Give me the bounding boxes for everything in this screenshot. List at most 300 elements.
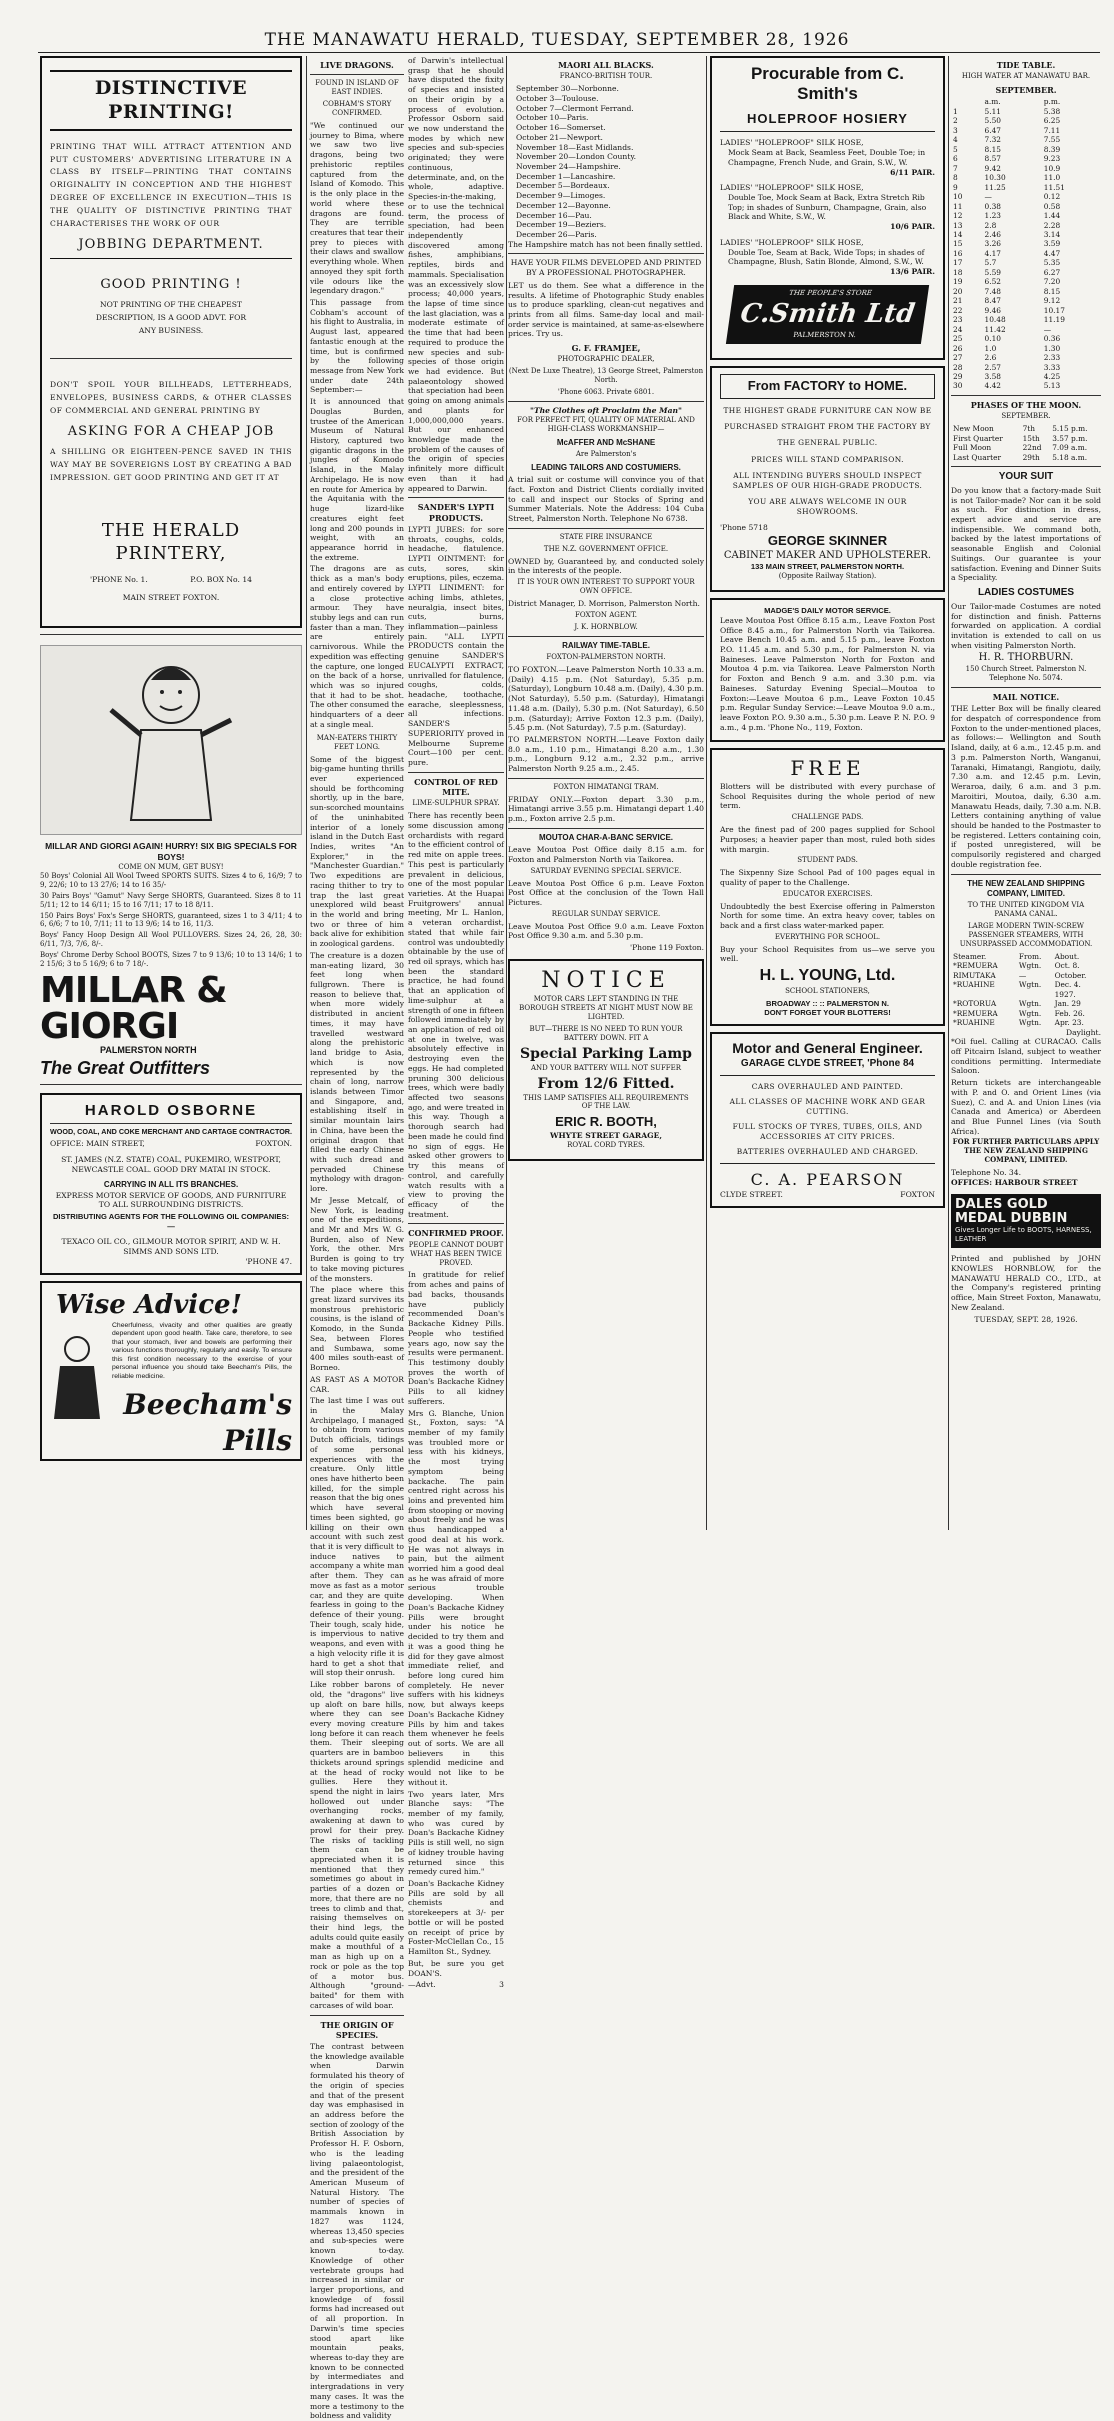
ship-row (951, 961, 1101, 970)
motor-line: BATTERIES OVERHAULED AND CHARGED. (736, 1147, 919, 1157)
osborne-office: OFFICE: MAIN STREET, (50, 1139, 145, 1149)
tide-cell: 25 (953, 334, 963, 344)
tide-cell: 18 (953, 267, 963, 277)
madge-ad (710, 598, 945, 742)
printing-asking: ASKING FOR A CHEAP JOB (67, 423, 275, 439)
tide-cell: 26 (953, 343, 963, 353)
tide-cell: 8.15 (1043, 286, 1061, 296)
tide-cell: 24 (953, 324, 963, 334)
herald-printery: THE HERALD PRINTERY, (101, 520, 241, 565)
sat-title: SATURDAY EVENING SPECIAL SERVICE. (530, 866, 682, 875)
tide-cell: 1.0 (984, 343, 997, 353)
tide-sub: HIGH WATER AT MANAWATU BAR. (961, 72, 1091, 81)
imprint-date: TUESDAY, SEPT. 28, 1926. (974, 1314, 1078, 1324)
tide-title: TIDE TABLE. (996, 60, 1056, 70)
pearson-street: CLYDE STREET. (720, 1190, 783, 1200)
tide-cell: 4.42 (984, 381, 1001, 391)
masthead: THE MANAWATU HERALD, TUESDAY, SEPTEMBER 28, 1926 (264, 30, 850, 50)
skinner-trade: CABINET MAKER AND UPHOLSTERER. (723, 549, 932, 561)
factory-line: YOU ARE ALWAYS WELCOME IN OUR SHOWROOMS. (748, 497, 907, 516)
ship-row (951, 999, 1101, 1008)
sun-phone: 'Phone 119 Foxton. (629, 943, 704, 953)
young-sub: SCHOOL STATIONERS, (785, 986, 870, 995)
fixture-item: October 10—Paris. (516, 113, 589, 123)
ship-header: From. (1018, 951, 1042, 961)
tide-cell: 23 (953, 315, 963, 325)
costumes-body: Our Tailor-made Costumes are noted for distinction and finish. Patterns forwarded on application. A cordial invitation is extended to call on us when visiting Palmerston North. (951, 601, 1101, 650)
tide-cell: 0.58 (1043, 201, 1061, 211)
tide-row (951, 183, 1101, 192)
tide-cell: 7.32 (984, 135, 1001, 145)
printery-street: MAIN STREET FOXTON. (122, 592, 220, 602)
tide-row (951, 334, 1101, 343)
fixture-item: December 12—Bayonne. (516, 200, 611, 210)
ship-note: *Oil fuel. Calling at CURACAO. Calls off Pitcairn Island, subject to weather conditions permitting. Intermediate Saloon. (951, 1037, 1101, 1076)
insurance-title: STATE FIRE INSURANCE (559, 532, 653, 541)
tide-row (951, 145, 1101, 154)
tide-row (951, 116, 1101, 125)
rail-title: RAILWAY TIME-TABLE. (562, 640, 650, 650)
masthead-rule (38, 52, 1100, 53)
ship-sub: TO THE UNITED KINGDOM VIA PANAMA CANAL. (967, 901, 1085, 918)
tide-cell: 27 (953, 353, 963, 363)
moon-cell: First Quarter (953, 433, 1003, 443)
tide-cell: 6.27 (1043, 267, 1061, 277)
ship-cell: *ROTORUA (953, 999, 997, 1009)
rail-timetable (508, 665, 704, 774)
ship-table (951, 952, 1101, 1028)
ship-cell: RIMUTAKA (953, 970, 996, 980)
ship-row (951, 990, 1101, 999)
ship-cell: Jan. 29 (1054, 999, 1081, 1009)
smith-title: Procurable from C. Smith's (750, 64, 905, 104)
printing-shilling: A SHILLING OR EIGHTEEN-PENCE SAVED IN THIS WAY MAY BE SOVEREIGNS LOST BY CREATING A BAD IMPRESSION. GET GOOD PRINTING AND GET IT AT (50, 447, 292, 483)
free-title: FREE (790, 756, 865, 781)
tide-row (951, 202, 1101, 211)
printing-title: DISTINCTIVE PRINTING! (50, 70, 292, 131)
tide-table (951, 97, 1101, 391)
maneaters-paragraph: Mr Jesse Metcalf, of New York, is leading one of the expeditions, and Mr and Mrs W. G. Burden, also of New York, the other. Mrs Burden is going to try to take moving pictures of the monsters. (310, 1195, 404, 1283)
factory-line: PRICES WILL STAND COMPARISON. (751, 454, 904, 464)
tide-cell: 28 (953, 362, 963, 372)
fixture-item: December 19—Beziers. (516, 220, 607, 230)
millar-logo-sub: PALMERSTON NORTH (100, 1045, 197, 1056)
tide-cell: 9.23 (1043, 154, 1061, 164)
tide-cell: 4.17 (984, 248, 1001, 258)
mcaffer-body: A trial suit or costume will convince you of that fact. Foxton and District Clients cordially invited to call and inspect our Stocks of Spring and Summer Materials. Note the Address: 104 Cuba Street, Palmerston North. Telephone No 6738. (508, 475, 704, 524)
motor-line: CARS OVERHAULED AND PAINTED. (751, 1081, 904, 1091)
dragons-article (310, 121, 404, 730)
printing-spoil: DON'T SPOIL YOUR BILLHEADS, LETTERHEADS, ENVELOPES, BUSINESS CARDS, & OTHER CLASSES OF COMMERCIAL AND GENERAL PRINTING BY (50, 379, 292, 415)
factory-line: PURCHASED STRAIGHT FROM THE FACTORY BY (724, 422, 931, 432)
millar-come: COME ON MUM, GET BUSY! (118, 862, 224, 871)
hose-price: 6/11 PAIR. (890, 167, 935, 177)
maneaters-article (310, 755, 404, 2011)
osborne-oil: TEXACO OIL CO., GILMOUR MOTOR SPIRIT, AND W. H. SIMMS AND SONS LTD. (61, 1237, 281, 1257)
motor-garage: GARAGE CLYDE STREET, 'Phone 84 (720, 1058, 935, 1076)
origin-article (310, 2042, 404, 2421)
tide-cell: 5.7 (984, 258, 997, 268)
ship-cell: *REMUERA (953, 1008, 998, 1018)
moon-row (951, 453, 1101, 462)
tide-cell: 3 (953, 125, 958, 135)
free-pads-body: Are the finest pad of 200 pages supplied for School Purposes; a heavier paper than most, ruled both sides with margin. (720, 825, 935, 854)
moon-cell: 3.57 p.m. (1052, 433, 1088, 443)
tide-cell: 9.46 (984, 305, 1001, 315)
ship-header: Steamer. (953, 951, 987, 961)
tide-cell: 5 (953, 144, 958, 154)
tide-row (951, 135, 1101, 144)
printing-body: PRINTING THAT WILL ATTRACT ATTENTION AND PUT CUSTOMERS' ADVERTISING LITERATURE IN A CLASS BY ITSELF—PRINTING THAT CONTAINS ORIGINALITY IN CONCEPTION AND THE HIGHEST DEGREE OF EXCELLENCE IN EXECUTION—THIS IS THE QUALITY OF DISTINCTIVE PRINTING THAT CHARACTERISES THE WORK OF OUR (50, 141, 292, 229)
fixture-item: September 30—Norbonne. (516, 84, 619, 94)
tide-cell: 10.9 (1043, 163, 1061, 173)
ship-header: About. (1054, 951, 1080, 961)
hose-label: LADIES' "HOLEPROOF" SILK HOSE, (720, 237, 864, 247)
millar-caption: MILLAR AND GIORGI AGAIN! HURRY! SIX BIG SPECIALS FOR BOYS! (45, 841, 297, 862)
ship-return: Return tickets are interchangeable with P. and O. and Orient Lines (via Suez), C. and A. and Union Lines (via Canada and America) or Aberdeen and Blue Funnel Lines (via South Africa). (951, 1078, 1101, 1136)
free-pads: CHALLENGE PADS. (791, 813, 864, 822)
tide-cell: 6.25 (1043, 116, 1061, 126)
hose-label: LADIES' "HOLEPROOF" SILK HOSE, (720, 183, 864, 193)
notice-keep: AND YOUR BATTERY WILL NOT SUFFER (530, 1063, 682, 1072)
column-rule (706, 56, 707, 1530)
framjee-sub: PHOTOGRAPHIC DEALER, (557, 355, 655, 364)
tide-cell: 22 (953, 305, 963, 315)
suit-title: YOUR SUIT (998, 471, 1054, 483)
tide-cell: 19 (953, 277, 963, 287)
skinner-addr: 133 MAIN STREET, PALMERSTON NORTH. (750, 562, 905, 572)
smith-store-logo (726, 285, 929, 344)
tide-row (951, 154, 1101, 163)
millar-items (40, 872, 302, 970)
tide-cell: 3.33 (1043, 362, 1061, 372)
young-cta: DON'T FORGET YOUR BLOTTERS! (764, 1008, 891, 1018)
tide-cell: 8.39 (1043, 144, 1061, 154)
notice-price: From 12/6 Fitted. (537, 1075, 675, 1092)
ship-office: OFFICES: HARBOUR STREET (951, 1178, 1078, 1188)
tide-cell: 0.38 (984, 201, 1001, 211)
hose-desc: Mock Seam at Back, Seamless Feet, Double Toe; in Champagne, French Nude, and Grain, S.W., W. (728, 148, 926, 167)
moon-cell: 22nd (1022, 443, 1042, 453)
fixture-item: November 24—Hampshire. (516, 161, 621, 171)
fixtures-list (508, 84, 704, 240)
ship-row (951, 1018, 1101, 1027)
madge-title: MADGE'S DAILY MOTOR SERVICE. (764, 606, 891, 616)
tide-row (951, 315, 1101, 324)
tide-cell: 11.0 (1043, 173, 1061, 183)
ship-cell (1017, 990, 1053, 999)
moutoa-title: MOUTOA CHAR-A-BANC SERVICE. (538, 832, 674, 842)
sat-body: Leave Moutoa Post Office 6 p.m. Leave Foxton Post Office at the conclusion of the Town Hall Pictures. (508, 878, 704, 907)
dragons-sub2: COBHAM'S STORY CONFIRMED. (322, 100, 392, 118)
moon-cell: 5.18 a.m. (1052, 452, 1088, 462)
tide-row (951, 325, 1101, 334)
tide-cell: 14 (953, 229, 963, 239)
tide-cell: 6 (953, 154, 958, 164)
costumes-title: LADIES COSTUMES (977, 587, 1075, 598)
lypti-body: LYPTI JUBES: for sore throats, coughs, colds, headache, flatulence. LYPTI OINTMENT: for cuts, sores, skin eruptions, piles, eczema. LYPTI LINIMENT: for aching limbs, athletes, neuralgia, insect bites, cuts, burns, inflammation—painless pain. "ALL LYPTI PRODUCTS contain the genuine SANDER'S EUCALYPTI EXTRACT, unrivalled for flatulence, coughs, colds, headache, toothache, earache, sleeplessness, all infections. SANDER'S SUPERIORITY proved in Melbourne Supreme Court—100 per cent. pure. (408, 524, 504, 768)
dragons-paragraph: This passage from Cobham's account of his flight to Australia, in August last, appeared fantastic enough at the time, but is confirmed by the following message from New York under date 24th September:— (310, 297, 404, 395)
hose-price: 10/6 PAIR. (890, 222, 935, 232)
tide-cell: 0.12 (1043, 192, 1061, 202)
fixture-item: December 5—Bordeaux. (516, 181, 610, 191)
printery-phone: 'PHONE No. 1. (90, 575, 148, 585)
tide-cell: 8 (953, 173, 958, 183)
tide-row (951, 306, 1101, 315)
free-edu-body: Undoubtedly the best Exercise offering in Palmerston North for some time. An extra heavy cover, tables on back and a first class water-marked paper. (720, 901, 935, 931)
origin-paragraph: The contrast between the knowledge available when Darwin formulated his theory of the origin of species and that of the present day was emphasised in an address before the section of zoology of the British Association by Professor H. F. Osborn, who is the leading living palaeontologist, and the president of the American Museum of Natural History. The number of species of mammals known in 1827 was 1124, whereas 13,450 species and sub-species were known to-day. Knowledge of other vertebrate groups had increased in similar or larger proportions, and knowledge of fossil forms had increased out of all proportion. In Darwin's time species stood apart like mountain peaks, whereas to-day they are known to be connected by intermediates and intergradations in very many cases. It was the more a testimony to the boldness and validity (310, 2041, 404, 2421)
tide-cell: 21 (953, 296, 963, 306)
column-rule (506, 56, 507, 1530)
tide-row (951, 296, 1101, 305)
ship-cell: Apr. 23. (1054, 1018, 1084, 1028)
store-tag: THE PEOPLE'S STORE (788, 288, 873, 297)
fixture-item: November 20—London County. (516, 152, 637, 162)
pearson-name: C. A. PEARSON (720, 1163, 935, 1190)
gentleman-illustration-icon (50, 1331, 105, 1421)
moon-month: SEPTEMBER. (1001, 412, 1051, 421)
proof-article (408, 1270, 504, 1978)
proof-title: CONFIRMED PROOF. (408, 1228, 504, 1239)
tide-cell: 2.6 (984, 353, 997, 363)
maneaters-paragraph: AS FAST AS A MOTOR CAR. (310, 1374, 404, 1394)
fixture-item: December 9—Limoges. (516, 191, 606, 201)
column-2b (408, 56, 504, 1990)
tide-cell: 5.35 (1043, 258, 1061, 268)
notice-body: MOTOR CARS LEFT STANDING IN THE BOROUGH STREETS AT NIGHT MUST NOW BE LIGHTED. (519, 994, 693, 1021)
insurance-cta: IT IS YOUR OWN INTEREST TO SUPPORT YOUR OWN OFFICE. (517, 578, 695, 596)
boy-drawing-icon (96, 650, 246, 830)
beecham-brand: Beecham's Pills (123, 1388, 292, 1458)
proof-paragraph: Mrs G. Blanche, Union St., Foxton, says: "A member of my family was troubled more or less with his kidneys, the most trying symptom being backache. The pain centred right across his loins and prevented him from stooping or moving about freely and he was thus handicapped a good deal at his work. He was not always in pain, but the ailment worried him a good deal as he was afraid of more serious trouble developing. When Doan's Backache Kidney Pills were brought under his notice he decided to try them and it was a good thing he did for they gave almost immediate relief, and before long cured him completely. He never suffers with his kidneys now, but always keeps Doan's Backache Kidney Pills by him and takes them whenever he feels out of sorts. We are all believers in this splendid medicine and would not like to be without it. (408, 1408, 504, 1787)
fixture-item: October 7—Clermont Ferrand. (516, 103, 634, 113)
sun-title: REGULAR SUNDAY SERVICE. (551, 909, 661, 918)
ship-large: LARGE MODERN TWIN-SCREW PASSENGER STEAMERS, WITH UNSURPASSED ACCOMMODATION. (959, 921, 1093, 948)
tide-cell: — (984, 192, 992, 202)
origin-title: THE ORIGIN OF SPECIES. (320, 2019, 394, 2040)
fixture-item: December 1—Lancashire. (516, 171, 616, 181)
notice-law: THIS LAMP SATISFIES ALL REQUIREMENTS OF THE LAW. (523, 1093, 689, 1111)
tide-cell: 20 (953, 286, 963, 296)
ship-cell: Wgtn. (1018, 1018, 1042, 1028)
osborne-coal: ST. JAMES (N.Z. STATE) COAL, PUKEMIRO, WESTPORT, NEWCASTLE COAL. GOOD DRY MATAI IN STOCK. (61, 1154, 281, 1174)
page-number: 3 (499, 1980, 504, 1990)
fixture-item: November 18—East Midlands. (516, 142, 634, 152)
tide-row (951, 173, 1101, 182)
free-edu: EDUCATOR EXERCISES. (782, 889, 873, 898)
column-1 (40, 56, 302, 1530)
tide-row (951, 353, 1101, 362)
framjee-name: G. F. FRAMJEE, (571, 343, 641, 354)
column-4 (710, 56, 945, 1530)
tide-cell: 7 (953, 163, 958, 173)
column-3 (508, 56, 704, 1530)
tide-cell: 2.57 (984, 362, 1001, 372)
notice-title: NOTICE (541, 967, 671, 993)
tide-cell: 11 (953, 201, 963, 211)
tide-cell: 8.57 (984, 154, 1001, 164)
tide-cell: 29 (953, 372, 963, 382)
ship-cell: *RUAHINE (953, 980, 995, 990)
tide-row (951, 249, 1101, 258)
tide-cell: 9 (953, 182, 958, 192)
tide-cell: 12 (953, 211, 963, 221)
tide-cell: 11.25 (984, 182, 1006, 192)
insurance-agent: FOXTON AGENT. (575, 610, 637, 619)
ship-cell: Oct. 8. (1054, 961, 1080, 971)
beecham-body: Cheerfulness, vivacity and other qualities are greatly dependent upon good health. Take care, therefore, to see that your stomach, liver and bowels are performing their various functions thoroughly, regularly and easily. To ensure this first condition necessary to the exercise of your personal influence you should take Beecham's Pills, the reliable medicine. (112, 1321, 292, 1380)
ship-row (951, 980, 1101, 989)
maneaters-paragraph: The place where this great lizard survives its monstrous prehistoric cousins, is the island of Komodo, in the Sunda Sea, between Flores and Sumbawa, some 400 miles south-east of Borneo. (310, 1285, 404, 1373)
notice-but: BUT—THERE IS NO NEED TO RUN YOUR BATTERY DOWN. FIT A (529, 1024, 683, 1042)
tide-cell: 17 (953, 258, 963, 268)
tide-cell: 6.52 (984, 277, 1001, 287)
ship-cell: — (1018, 970, 1027, 980)
osborne-town: FOXTON. (255, 1139, 292, 1149)
tide-cell: 2.8 (984, 220, 997, 230)
pearson-ad (710, 1032, 945, 1208)
moutoa-body: Leave Moutoa Post Office daily 8.15 a.m. for Foxton and Palmerston North via Taikorea. (508, 845, 704, 864)
ship-row (951, 971, 1101, 980)
tide-row (951, 221, 1101, 230)
factory-lines (720, 406, 935, 517)
mite-sub: LIME-SULPHUR SPRAY. (412, 799, 500, 808)
fixture-item: October 3—Toulouse. (516, 93, 599, 103)
osborne-express: EXPRESS MOTOR SERVICE OF GOODS, AND FURNITURE TO ALL SURROUNDING DISTRICTS. (55, 1190, 287, 1210)
maneaters-title: MAN-EATERS THIRTY FEET LONG. (316, 733, 398, 751)
millar-logo: MILLAR & GIORGI (40, 970, 227, 1048)
tide-am-header: a.m. (984, 97, 1001, 107)
millar-item: 150 Pairs Boys' Fox's Serge SHORTS, guaranteed, sizes 1 to 3 4/11; 4 to 6, 6/6; 7 to 10, 7/11; 11 to 13 9/6; 14 to 16, 11/3. (40, 911, 302, 929)
sun-body: Leave Moutoa Post Office 9.0 a.m. Leave Foxton Post Office 9.30 a.m. and 5.30 p.m. (508, 921, 704, 941)
maneaters-paragraph: The last time I was out in the Malay Archipelago, I managed to obtain from various Dutch officials, tidings of some personal experiences with the creature. Only little ones have hitherto been killed, for the simple reason that the big ones which have several times been sighted, go killing on their own account with such zest that it is very difficult to induce natives to accompany a white man after them. They can move as fast as a motor car, and they are quite fearless in going to the defence of their young. Their tough, scaly hide, is impervious to native weapons, and even with a high velocity rifle it is hard to get a shot that will stop their onrush. (310, 1396, 404, 1678)
fixture-item: December 26—Paris. (516, 229, 597, 239)
tram-title: FOXTON HIMATANGI TRAM. (553, 782, 659, 791)
moon-table (951, 424, 1101, 462)
tide-cell: 1.44 (1043, 211, 1061, 221)
moon-row (951, 434, 1101, 443)
tide-cell: 10.30 (984, 173, 1006, 183)
tide-row (951, 363, 1101, 372)
free-every: EVERYTHING FOR SCHOOL. (774, 932, 881, 941)
moon-cell: 7.09 a.m. (1052, 443, 1088, 453)
factory-ad (710, 366, 945, 592)
notice-ad (508, 959, 704, 1161)
ship-daylight: Daylight. (1066, 1027, 1101, 1037)
ship-cell: 1927. (1054, 989, 1076, 999)
tide-row (951, 277, 1101, 286)
framjee-addr: (Next De Luxe Theatre), 13 George Street, Palmerston North. (508, 367, 704, 385)
tide-cell: 30 (953, 381, 963, 391)
clothes-head: FOR PERFECT FIT, QUALITY OF MATERIAL AND HIGH-CLASS WORKMANSHIP— (517, 415, 695, 433)
column-5 (951, 56, 1101, 1530)
maori-title: MAORI ALL BLACKS. (558, 60, 654, 70)
hose-label: LADIES' "HOLEPROOF" SILK HOSE, (720, 138, 864, 148)
tide-cell: 4.25 (1043, 372, 1061, 382)
maneaters-paragraph: Some of the biggest big-game hunting thrills ever experienced should be forthcoming shortly, up in the bare, sun-scorched mountains of the uninhabited interior of a lonely island in the Dutch East Indies, writes "An Explorer," in the "Manchester Guardian." Two expeditions are racing thither to try to trap the last great unexplored wild beast in the world and bring two or three of him back alive for exhibition in zoological gardens. (310, 754, 404, 949)
proof-paragraph: Doan's Backache Kidney Pills are sold by all chemists and storekeepers at 3/- per bottle or will be posted on receipt of price by Foster-McClellan Co., 15 Hamilton St., Sydney. (408, 1879, 504, 1957)
framjee-phone: 'Phone 6063. Private 6801. (557, 388, 655, 397)
millar-item: Boys' Chrome Derby School BOOTS, Sizes 7 to 9 13/6; 10 to 13 14/6; 1 to 2 15/6; 3 to 5 16/9; 6 to 7 18/-. (40, 951, 302, 969)
maneaters-paragraph: Like robber barons of old, the "dragons" live up aloft on bare hills, where they can see every moving creature long before it can reach them. Their sleeping quarters are in bamboo thickets around springs at the head of rocky gullies. Here they spend the night in lairs hollowed out under overhanging rocks, awakening at dawn to prowl for their prey. The risks of tackling them can be appreciated when it is mentioned that they sometimes go about in parties of a dozen or more, that there are no trees to climb and that, raising themselves on their hind legs, the adults could quite easily make a mouthful of a man as high up on a rock or pole as the top of a motor bus. Although "ground-baited" for them with carcases of wild boar. (310, 1680, 404, 2010)
osborne-phone: 'PHONE 47. (245, 1256, 292, 1266)
maori-sub: FRANCO-BRITISH TOUR. (559, 72, 653, 81)
ship-cell: Wgtn. (1018, 961, 1042, 971)
skinner-name: GEORGE SKINNER (767, 533, 888, 549)
proof-paragraph: Two years later, Mrs Blanche says: "The member of my family, who was cured by Doan's Backache Kidney Pills is still well, no sign of kidney trouble having returned since this remedy cured him." (408, 1789, 504, 1877)
mail-body: THE Letter Box will be finally cleared for despatch of correspondence from Foxton to the under-mentioned places, as follows:— Wellington and South Island, daily, at 6 a.m., 12.45 p.m. and 3 p.m. Palmerston North, Wanganui, Taranaki, Himatangi, Rangiotu, daily, 7.30 a.m. and 12.45 p.m. Levin, Weraroa, daily, 6 a.m. and 3 p.m. Maroitiri, Moutoa, daily, 6.30 a.m. Manawatu Heads, daily, 7.30 a.m. N.B. Letters containing anything of value should be handed to the Postmaster to be registered. Letters containing coin, if posted unregistered, will be compulsorily registered and charged double registration fee. (951, 704, 1101, 869)
tide-cell: 5.13 (1043, 381, 1061, 391)
tide-row (951, 258, 1101, 267)
factory-title: From FACTORY to HOME. (720, 374, 935, 399)
osborne-ad (40, 1093, 302, 1275)
dubbin-tag: Gives Longer Life to BOOTS, HARNESS, LEATHER (955, 1226, 1092, 1244)
dragons-paragraph: "We continued our journey to Bima, where we saw two live dragons, being two prehistoric reptiles captured from the Island of Komodo. This is the only place in the world where these dragons are found. They are terrible creatures that tear their prey to pieces with their claws and swallow everything whole. When annoyed they spit forth vile odours like the legendary dragon." (310, 121, 404, 296)
tide-cell: 9.12 (1043, 296, 1061, 306)
free-student-body: The Sixpenny Size School Pad of 100 pages equal in quality of paper to the Challenge. (720, 868, 935, 887)
fixture-item: October 21—Newport. (516, 132, 603, 142)
motor-lines (720, 1082, 935, 1157)
millar-item: 50 Boys' Colonial All Wool Tweed SPORTS SUITS. Sizes 4 to 6, 16/9; 7 to 9, 22/6; 10 to 13 27/6; 14 to 16 35/- (40, 871, 302, 889)
tide-cell: 11.51 (1043, 182, 1065, 192)
tide-cell: 0.10 (984, 334, 1001, 344)
moon-cell: 5.15 p.m. (1052, 424, 1088, 434)
insurance-body: OWNED by, Guaranteed by, and conducted solely in the interests of the people. (508, 556, 704, 576)
tide-cell: 3.59 (1043, 239, 1061, 249)
insurance-mgr: District Manager, D. Morrison, Palmerston North. (508, 599, 700, 609)
tide-cell: 9.42 (984, 163, 1001, 173)
tide-cell: 13 (953, 220, 963, 230)
osborne-name: HAROLD OSBORNE (50, 1101, 292, 1124)
mcaffer-name: McAFFER AND McSHANE (556, 437, 656, 447)
tide-cell: 2 (953, 116, 958, 126)
tide-row (951, 268, 1101, 277)
tide-cell: 11.42 (984, 324, 1006, 334)
millar-ad (40, 634, 302, 1085)
moon-cell: Last Quarter (953, 452, 1002, 462)
hose-price: 13/6 PAIR. (890, 267, 935, 277)
moon-cell: Full Moon (953, 443, 992, 453)
store-town: PALMERSTON N. (792, 330, 857, 339)
smith-ad (710, 56, 945, 360)
mite-title: CONTROL OF RED MITE. (414, 776, 498, 798)
ship-cell: *RUAHINE (953, 1018, 995, 1028)
tide-cell: 3.58 (984, 372, 1001, 382)
fixture-item: October 16—Somerset. (516, 123, 606, 133)
tide-cell: 4 (953, 135, 958, 145)
tide-cell: 4.47 (1043, 248, 1061, 258)
dragons-paragraph: It is announced that Douglas Burden, trustee of the American Museum of Natural History, captured two gigantic dragons in the jungles of Komodo Island, in the Malay Archipelago. He is now en route for America by the Aquitania with the huge lizard-like creatures eight feet long and 200 pounds in weight, with an appearance horrid in the extreme. (310, 397, 404, 562)
films-body: LET us do them. See what a difference in the results. A lifetime of Photographic Study enables us to produce sparkling, clean-cut negatives and prints from all films. Same-day local and mail-order service is maintained, at same-as-elsewhere prices. Try us. (508, 280, 704, 339)
clothes-title: "The Clothes oft Proclaim the Man" (530, 406, 682, 416)
rail-paragraph: TO FOXTON.—Leave Palmerston North 10.33 a.m. (Daily) 4.15 p.m. (Not Saturday), 5.35 p.m. (Saturday), Longburn 10.48 a.m. (Daily), 4.30 p.m. (Not Saturday), 5.50 p.m. (Saturday), Himatangi 11.48 a.m. (Daily), 5.30 p.m. (Not Saturday), 6.50 p.m. (Saturday); Arrive Foxton 12.3 p.m. (Daily), 5.45 p.m. (Not Saturday), 7.5 p.m. (Saturday). (508, 664, 704, 733)
free-body: Blotters will be distributed with every purchase of School Requisites during the whole period of new term. (720, 782, 935, 811)
millar-logo-tag: The Great Outfitters (40, 1057, 211, 1078)
tide-pm-header: p.m. (1043, 97, 1061, 107)
rail-sub: FOXTON-PALMERSTON NORTH. (546, 652, 666, 661)
tide-row (951, 230, 1101, 239)
tide-cell: 10 (953, 192, 963, 202)
ship-cell: October. (1054, 970, 1087, 980)
tide-cell: 1.23 (984, 211, 1001, 221)
tide-cell: 2.33 (1043, 353, 1061, 363)
darwin-continued: of Darwin's intellectual grasp that he should have disputed the fixity of species and insisted on their origin by a process of evolution. Professor Osborn said we now understand the modes by which new species and sub-species originated; they were continuous, determinate, and, on the whole, adaptive. Species-in-the-making, or to use the technical term, the process of speciation, had been independently discovered among fishes, amphibians, reptiles, birds and mammals. Specialisation was an excessively slow process; 40,000 years, the lapse of time since the last glaciation, was a moderate estimate of the time that had been required to produce the new species and sub-species of those origin we had evidence. But palaeontology showed that speciation had been going on among animals and plants for 1,000,000,000 years. But our enhanced knowledge made the problem of the causes of the origin of species infinitely more difficult even than it had appeared to Darwin. (408, 56, 504, 493)
tide-cell: 2.28 (1043, 220, 1061, 230)
mcaffer-sub: Are Palmerston's (575, 450, 637, 459)
moon-cell: 15th (1022, 433, 1040, 443)
motor-title: Motor and General Engineer. (732, 1040, 923, 1057)
tide-cell: 11.19 (1043, 315, 1065, 325)
